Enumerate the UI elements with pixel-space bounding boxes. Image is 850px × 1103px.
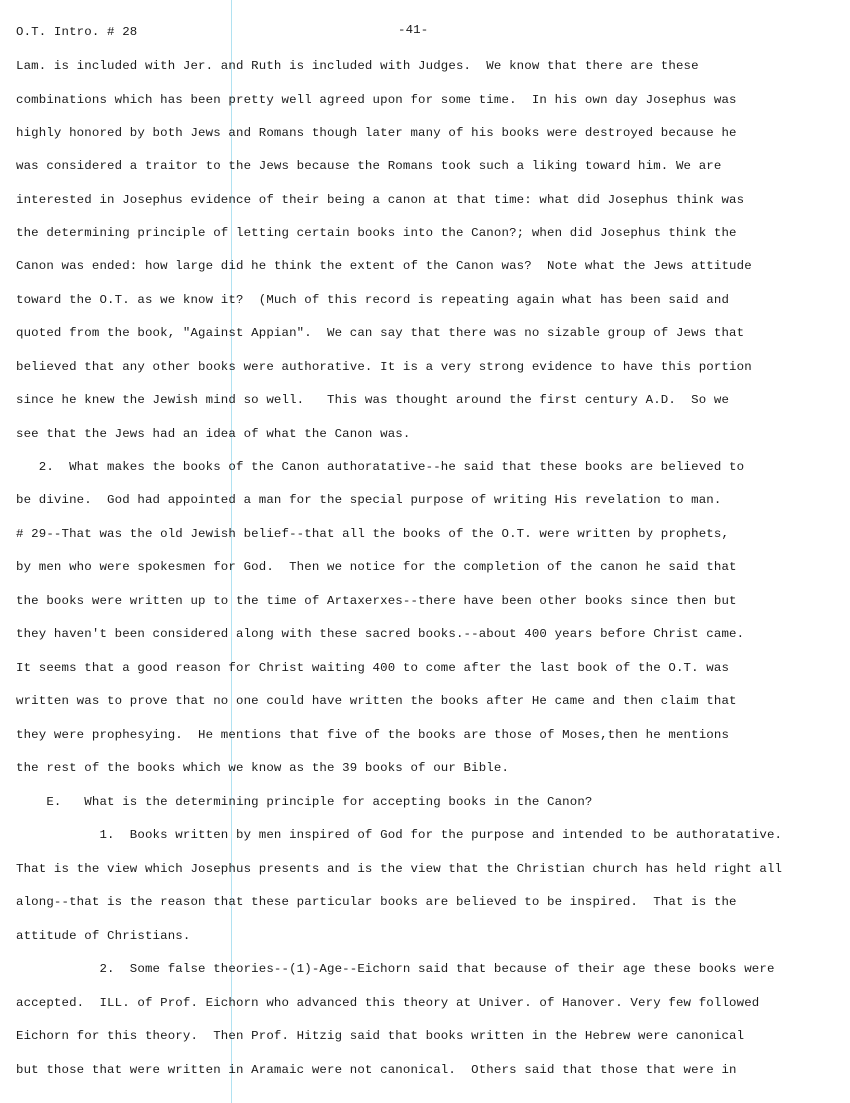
text-line: but those that were written in Aramaic were not canonical. Others said that those that were in: [16, 1063, 737, 1077]
text-line: they haven't been considered along with these sacred books.--about 400 years before Christ came.: [16, 627, 745, 641]
text-line: quoted from the book, "Against Appian". We can say that there was no sizable group of Jews that: [16, 326, 745, 340]
text-line: believed that any other books were authorative. It is a very strong evidence to have this portion: [16, 360, 752, 374]
text-line: written was to prove that no one could have written the books after He came and then claim that: [16, 694, 737, 708]
text-line: That is the view which Josephus presents and is the view that the Christian church has held right all: [16, 862, 783, 876]
text-line: be divine. God had appointed a man for the special purpose of writing His revelation to man.: [16, 493, 722, 507]
text-line: the determining principle of letting certain books into the Canon?; when did Josephus think the: [16, 226, 737, 240]
text-line: interested in Josephus evidence of their being a canon at that time: what did Josephus think was: [16, 193, 745, 207]
text-line: was considered a traitor to the Jews because the Romans took such a liking toward him. We are: [16, 159, 722, 173]
text-line: It seems that a good reason for Christ waiting 400 to come after the last book of the O.T. was: [16, 661, 730, 675]
text-line: accepted. ILL. of Prof. Eichorn who advanced this theory at Univer. of Hanover. Very few followed: [16, 996, 760, 1010]
text-line: # 29--That was the old Jewish belief--that all the books of the O.T. were written by prophets,: [16, 527, 730, 541]
text-line: the rest of the books which we know as the 39 books of our Bible.: [16, 761, 510, 775]
text-line: see that the Jews had an idea of what the Canon was.: [16, 427, 411, 441]
page-number: -41-: [398, 23, 429, 37]
text-line: highly honored by both Jews and Romans though later many of his books were destroyed because he: [16, 126, 737, 140]
text-line: Lam. is included with Jer. and Ruth is included with Judges. We know that there are these: [16, 59, 699, 73]
text-line: combinations which has been pretty well agreed upon for some time. In his own day Josephus was: [16, 93, 737, 107]
text-line: Canon was ended: how large did he think the extent of the Canon was? Note what the Jews attitude: [16, 259, 752, 273]
text-line: 2. What makes the books of the Canon authoratative--he said that these books are believed to: [16, 460, 745, 474]
course-header: O.T. Intro. # 28: [16, 25, 138, 39]
text-line: attitude of Christians.: [16, 929, 191, 943]
text-line: Eichorn for this theory. Then Prof. Hitzig said that books written in the Hebrew were canonical: [16, 1029, 745, 1043]
text-line: E. What is the determining principle for accepting books in the Canon?: [16, 795, 593, 809]
text-line: along--that is the reason that these particular books are believed to be inspired. That is the: [16, 895, 737, 909]
text-line: toward the O.T. as we know it? (Much of this record is repeating again what has been said and: [16, 293, 730, 307]
text-line: since he knew the Jewish mind so well. This was thought around the first century A.D. So we: [16, 393, 730, 407]
text-line: by men who were spokesmen for God. Then we notice for the completion of the canon he said that: [16, 560, 737, 574]
text-line: they were prophesying. He mentions that five of the books are those of Moses,then he mentions: [16, 728, 730, 742]
text-line: 2. Some false theories--(1)-Age--Eichorn said that because of their age these books were: [16, 962, 775, 976]
text-line: the books were written up to the time of Artaxerxes--there have been other books since then but: [16, 594, 737, 608]
text-line: 1. Books written by men inspired of God for the purpose and intended to be authoratative.: [16, 828, 783, 842]
